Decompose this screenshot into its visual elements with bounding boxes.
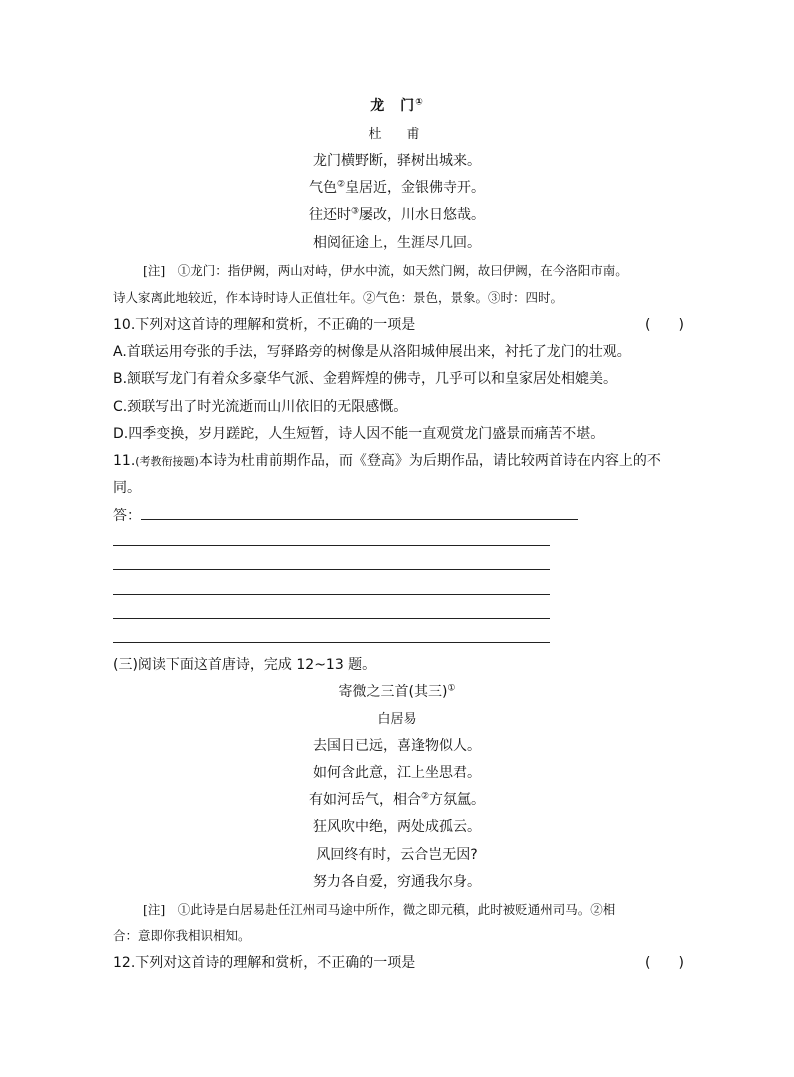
poem1-line-4: 相阅征途上，生涯尽几回。 — [313, 235, 481, 251]
poem1-title: 龙 门① — [370, 97, 424, 114]
section3-intro: (三)阅读下面这首唐诗，完成 12~13 题。 — [113, 657, 377, 673]
poem1-line-1: 龙门横野断，驿树出城来。 — [313, 153, 481, 169]
poem2-line-5: 风回终有时，云合岂无因? — [316, 847, 478, 863]
poem2-line-4: 狂风吹中绝，两处成孤云。 — [313, 819, 481, 835]
poem1-line-3: 往还时③屡改，川水日悠哉。 — [308, 206, 486, 223]
poem2-line-6: 努力各自爱，穷通我尔身。 — [313, 874, 481, 890]
poem2-title: 寄微之三首(其三)① — [338, 683, 456, 700]
answer-line-5[interactable] — [113, 618, 550, 619]
poem2-note-line-2: 合：意即你我相识相知。 — [113, 928, 251, 943]
q12-stem: 12.下列对这首诗的理解和赏析，不正确的一项是 — [113, 955, 416, 971]
q11-answer-label: 答： — [113, 508, 141, 524]
q11-stem-line-1: 11.(考教衔接题)本诗为杜甫前期作品，而《登高》为后期作品，请比较两首诗在内容上的不 — [113, 453, 661, 469]
poem2-line-2: 如何含此意，江上坐思君。 — [313, 765, 481, 781]
q10-option-a: A.首联运用夸张的手法，写驿路旁的树像是从洛阳城伸展出来，衬托了龙门的壮观。 — [113, 344, 631, 360]
answer-line-2[interactable] — [113, 545, 550, 546]
poem2-line-1: 去国日已远，喜逢物似人。 — [313, 738, 481, 754]
poem1-note-line-2: 诗人家离此地较近，作本诗时诗人正值壮年。②气色：景色，景象。③时：四时。 — [113, 290, 564, 305]
answer-line-6[interactable] — [113, 642, 550, 643]
answer-line-1[interactable] — [141, 519, 578, 520]
q12-answer-paren: ( ) — [645, 955, 684, 971]
q10-option-b: B.颔联写龙门有着众多豪华气派、金碧辉煌的佛寺，几乎可以和皇家居处相媲美。 — [113, 371, 618, 387]
poem1-author: 杜 甫 — [368, 127, 426, 142]
poem1-note-line-1: [注] ①龙门：指伊阙，两山对峙，伊水中流，如天然门阙，故曰伊阙，在今洛阳市南。 — [143, 263, 628, 278]
q11-stem-line-2: 同。 — [113, 480, 141, 496]
answer-line-3[interactable] — [113, 569, 550, 570]
poem2-line-3: 有如河岳气，相合②方氛氲。 — [308, 791, 486, 808]
q10-option-d: D.四季变换，岁月蹉跎，人生短暂，诗人因不能一直观赏龙门盛景而痛苦不堪。 — [113, 426, 605, 442]
q10-option-c: C.颈联写出了时光流逝而山川依旧的无限感慨。 — [113, 399, 408, 415]
poem2-note-line-1: [注] ①此诗是白居易赴任江州司马途中所作，微之即元稹，此时被贬通州司马。②相 — [143, 902, 616, 917]
q10-stem: 10.下列对这首诗的理解和赏析，不正确的一项是 — [113, 317, 416, 333]
poem1-line-2: 气色②皇居近，金银佛寺开。 — [308, 179, 486, 196]
poem2-author: 白居易 — [377, 712, 417, 727]
answer-line-4[interactable] — [113, 594, 550, 595]
q10-answer-paren: ( ) — [645, 317, 684, 333]
